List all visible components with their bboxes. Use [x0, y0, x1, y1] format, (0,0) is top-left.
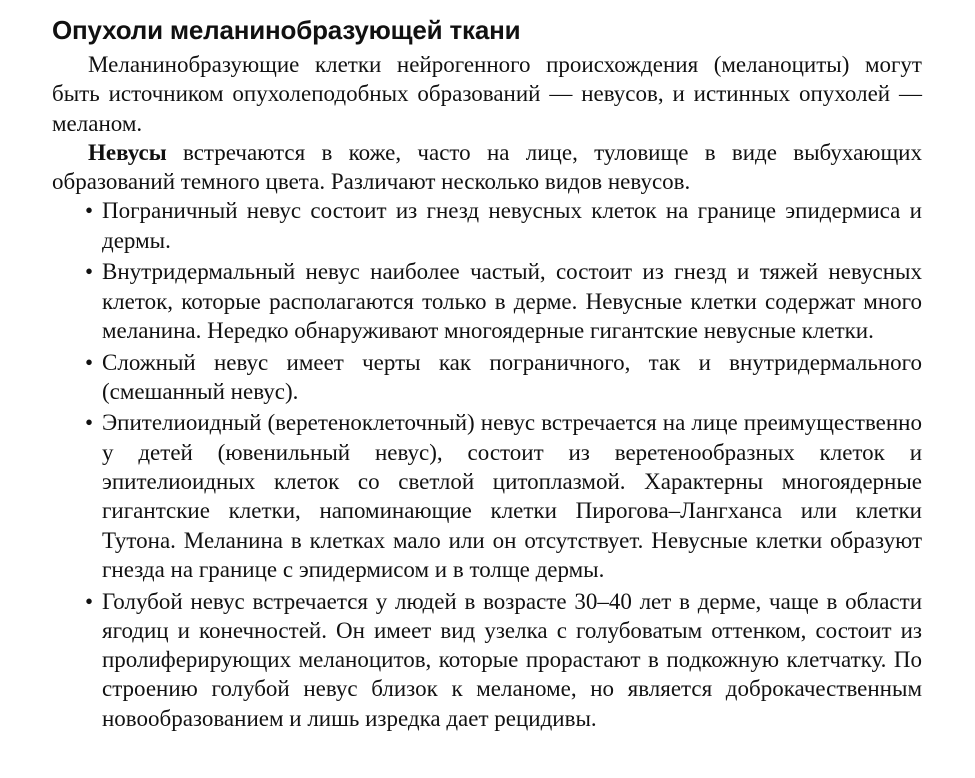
nevus-types-list	[52, 196, 922, 733]
bullet-icon: •	[85, 410, 94, 436]
bullet-icon: •	[85, 588, 94, 614]
nevi-text: встречаются в коже, часто на лице, туловище в виде выбухающих образований темного цвета. Различают несколько видов невусов.	[52, 139, 922, 195]
list-item-text: Пограничный невус состоит из гнезд невусных клеток на границе эпидермиса и дермы.	[102, 198, 922, 253]
list-item-blue-nevus	[52, 587, 922, 733]
list-item-intradermal-nevus	[52, 257, 922, 345]
section-heading: Опухоли меланинобразующей ткани	[52, 15, 521, 45]
bullet-icon: •	[85, 198, 94, 224]
list-item-epithelioid-nevus	[52, 408, 922, 584]
list-item-compound-nevus	[52, 348, 922, 407]
list-item-junctional-nevus	[52, 196, 922, 255]
bullet-icon: •	[85, 349, 94, 375]
list-item-text: Сложный невус имеет черты как пограничного, так и внутридермального (смешанный невус).	[102, 349, 922, 404]
list-item-text: Эпителиоидный (веретеноклеточный) невус встречается на лице преимущественно у детей (ювенильный невус), состоит из веретенообразных клеток и эпителиоидных клеток со светлой цитоплазмой. Характерны многоядерные гигантские клетки, напоминающие клетки Пирогова–Лангханса или клетки Тутона. Меланина в клетках мало или он отсутствует. Невусные клетки образуют гнезда на границе с эпидермисом и в толще дермы.	[102, 410, 922, 582]
list-item-text: Голубой невус встречается у людей в возрасте 30–40 лет в дерме, чаще в области ягодиц и конечностей. Он имеет вид узелка с голубоватым оттенком, состоит из пролиферирующих меланоцитов, которые прорастают в подкожную клетчатку. По строению голубой невус близок к меланоме, но является доброкачественным новообразованием и лишь изредка дает рецидивы.	[102, 588, 922, 731]
nevi-paragraph	[52, 138, 922, 197]
intro-paragraph: Меланинобразующие клетки нейрогенного происхождения (меланоциты) могут быть источником опухолеподобных образований — невусов, и истинных опухолей — меланом.	[52, 52, 922, 136]
document-page	[52, 14, 922, 735]
list-item-text: Внутридермальный невус наиболее частый, состоит из гнезд и тяжей невусных клеток, которые располагаются только в дерме. Невусные клетки содержат много меланина. Нередко обнаруживают многоядерные гигантские невусные клетки.	[102, 259, 922, 343]
nevi-term: Невусы	[88, 139, 167, 165]
bullet-icon: •	[85, 259, 94, 285]
